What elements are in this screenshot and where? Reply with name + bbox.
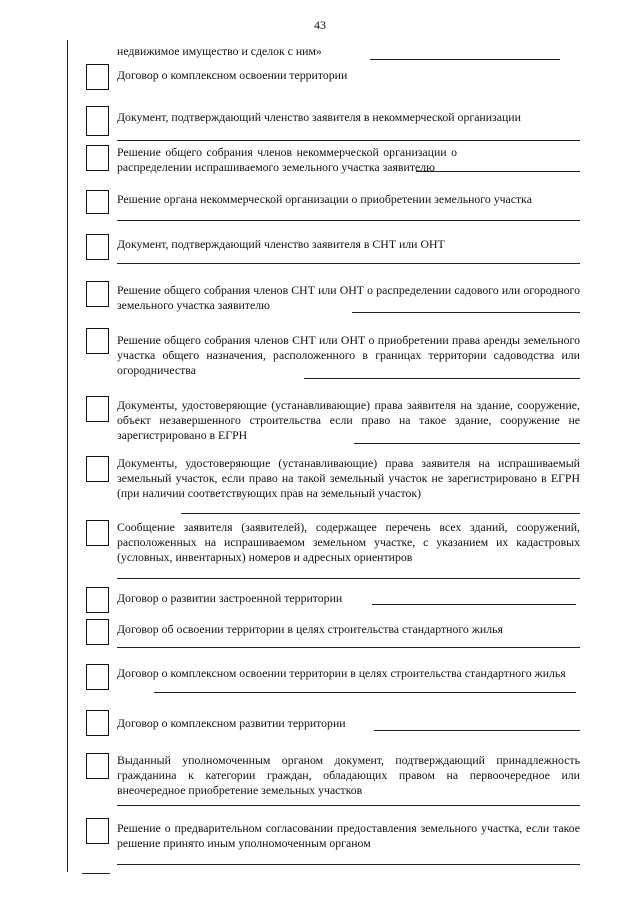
fill-line (117, 220, 580, 221)
fill-line (117, 578, 580, 579)
continuation-text: недвижимое имущество и сделок с ним» (117, 44, 322, 58)
checkbox[interactable] (86, 234, 109, 260)
item-text: Решение общего собрания членов СНТ или ОНТ о приобретении права аренды земельного участка общего назначения, расположенного в границах территории садоводства или огородничества (117, 333, 580, 377)
item-text: Документы, удостоверяющие (устанавливающие) права заявителя на здание, сооружение, объект незавершенного строительства если право на такое здание, сооружение не зарегистрировано в ЕГРН (117, 398, 580, 442)
fill-line (117, 805, 580, 806)
checkbox[interactable] (86, 64, 109, 90)
left-margin-border (67, 40, 68, 872)
item-text: Договор о комплексном освоении территории (117, 68, 348, 82)
fill-line (354, 443, 580, 444)
fill-line (304, 378, 580, 379)
item-text: Договор об освоении территории в целях строительства стандартного жилья (117, 622, 503, 636)
item-text: Документ, подтверждающий членство заявителя в СНТ или ОНТ (117, 237, 445, 251)
item-text: Решение органа некоммерческой организации о приобретении земельного участка (117, 192, 532, 206)
fill-line (181, 513, 580, 514)
item-text: Решение общего собрания членов СНТ или ОНТ о распределении садового или огородного земельного участка заявителю (117, 283, 580, 312)
checkbox[interactable] (86, 619, 109, 645)
item-text: Сообщение заявителя (заявителей), содержащее перечень всех зданий, сооружений, расположенных на испрашиваемом земельном участке, с указанием их кадастровых (условных, инвентарных) номеров и адресных ориентиров (117, 520, 580, 564)
fill-line (117, 647, 580, 648)
continuation-underline (370, 59, 560, 60)
checkbox[interactable] (86, 456, 109, 482)
fill-line (117, 140, 580, 141)
checkbox[interactable] (86, 753, 109, 779)
checkbox[interactable] (86, 587, 109, 613)
fill-line (352, 312, 580, 313)
checkbox[interactable] (86, 710, 109, 736)
checkbox[interactable] (86, 145, 109, 171)
item-text: Договор о развитии застроенной территории (117, 591, 343, 605)
checkbox[interactable] (86, 664, 109, 690)
fill-line (117, 864, 580, 865)
checkbox[interactable] (86, 818, 109, 844)
page-number: 43 (314, 18, 326, 32)
checkbox[interactable] (86, 520, 109, 546)
item-text: Документ, подтверждающий членство заявителя в некоммерческой организации (117, 110, 521, 124)
item-text: Договор о комплексном освоении территории в целях строительства стандартного жилья (117, 666, 566, 680)
fill-line (154, 692, 576, 693)
item-text: Решение о предварительном согласовании предоставления земельного участка, если такое решение принято иным уполномоченным органом (117, 821, 580, 850)
checkbox[interactable] (86, 396, 109, 422)
checkbox[interactable] (86, 328, 109, 354)
item-text: Выданный уполномоченным органом документ, подтверждающий принадлежность гражданина к категории граждан, обладающих правом на первоочередное или внеочередное приобретение земельных участков (117, 753, 580, 797)
checkbox[interactable] (86, 190, 109, 214)
checkbox[interactable] (86, 281, 109, 307)
fill-line (374, 730, 580, 731)
item-text: Договор о комплексном развитии территории (117, 716, 346, 730)
item-text: Документы, удостоверяющие (устанавливающие) права заявителя на испрашиваемый земельный участок, если право на такой земельный участок не зарегистрировано в ЕГРН (при наличии соответствующих прав на земельный участок) (117, 456, 580, 500)
fill-line (372, 604, 576, 605)
checkbox[interactable] (86, 106, 109, 136)
fill-line (416, 171, 580, 172)
fill-line (117, 263, 580, 264)
item-text: Решение общего собрания членов некоммерческой организации о распределении испрашиваемого земельного участка заявителю (117, 145, 457, 174)
bottom-rule (82, 873, 110, 874)
